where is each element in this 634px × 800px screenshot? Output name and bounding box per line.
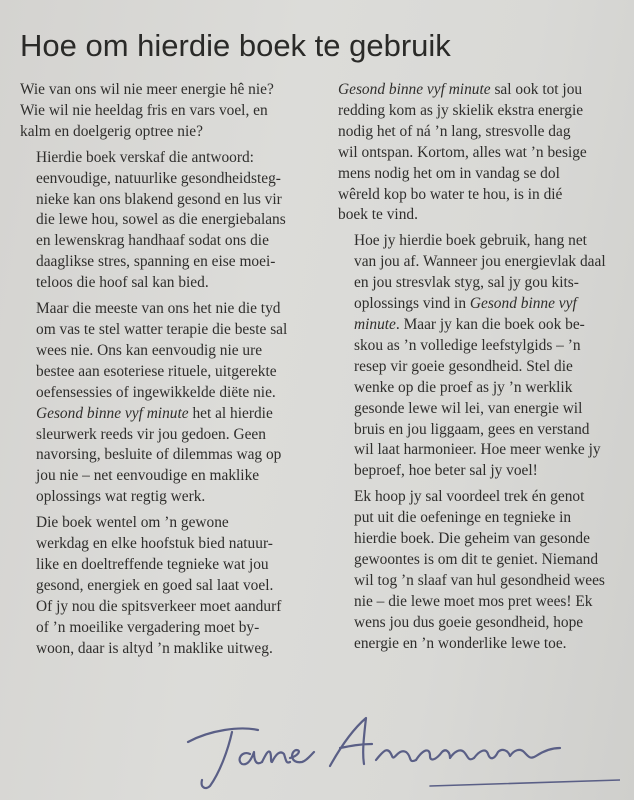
text-line: wenke op die proef as jy ’n werklik xyxy=(354,378,573,396)
text-line xyxy=(338,294,628,315)
text-line: oefensessies of ingewikkelde diëte nie. xyxy=(36,383,276,401)
text-line: wil ontspan. Kortom, alles wat ’n besige xyxy=(338,143,587,161)
text-line: sleurwerk reeds vir jou gedoen. Geen xyxy=(36,425,266,443)
text-line: daaglikse stres, spanning en eise moei- xyxy=(36,253,276,271)
text-line: bestee aan esoteriese rituele, uitgerekte xyxy=(36,362,277,380)
text-line: Wie wil nie heeldag fris en vars voel, en xyxy=(20,101,268,119)
text-line: teloos die hoof sal kan bied. xyxy=(36,274,209,292)
text-line: hierdie boek. Die geheim van gesonde xyxy=(354,530,590,548)
text-line: nieke kan ons blakend gesond en lus vir xyxy=(36,190,282,208)
text-line: boek te vind. xyxy=(338,206,418,224)
text-line: Die boek wentel om ’n gewone xyxy=(36,514,229,532)
right-column xyxy=(338,80,628,659)
text-line: nie – die lewe moet mos pret wees! Ek xyxy=(354,592,593,610)
text-line: en jou stresvlak styg, sal jy gou kits- xyxy=(354,274,579,292)
text-line: woon, daar is altyd ’n maklike uitweg. xyxy=(36,639,273,657)
text-line xyxy=(20,404,326,425)
text-line: Ek hoop jy sal voordeel trek én genot xyxy=(354,488,585,506)
paragraph xyxy=(20,513,326,659)
page-title: Hoe om hierdie boek te gebruik xyxy=(20,28,451,63)
book-title-italic: Gesond binne vyf minute xyxy=(338,81,491,98)
text-line: kalm en doelgerig optree nie? xyxy=(20,122,203,140)
paragraph xyxy=(338,231,628,482)
text-line xyxy=(338,80,628,101)
text-line: jou nie – net eenvoudige en maklike xyxy=(36,467,260,485)
text-line: put uit die oefeninge en tegnieke in xyxy=(354,509,572,527)
text-line: skou as ’n volledige leefstylgids – ’n xyxy=(354,336,581,354)
text-line: like en doeltreffende tegnieke wat jou xyxy=(36,555,269,573)
text-line: wil tog ’n slaaf van hul gesondheid wees xyxy=(354,571,605,589)
text-line: resep vir goeie gesondheid. Stel die xyxy=(354,357,573,375)
text-line: Of jy nou die spitsverkeer moet aandurf xyxy=(36,597,282,615)
text-line xyxy=(338,315,628,336)
text-fragment: . Maar jy kan die boek ook be- xyxy=(395,315,585,333)
paragraph xyxy=(20,80,326,143)
text-line: wêreld kop bo water te hou, is in dié xyxy=(338,185,563,203)
author-signature xyxy=(180,690,620,790)
paragraph xyxy=(338,80,628,226)
text-line: werkdag en elke hoofstuk bied natuur- xyxy=(36,535,273,553)
text-line: en lewenskrag handhaaf sodat ons die xyxy=(36,232,269,250)
text-line: om vas te stel watter terapie die beste sal xyxy=(36,320,288,338)
text-line: gewoontes is om dit te geniet. Niemand xyxy=(354,550,599,568)
paragraph xyxy=(20,148,326,294)
paragraph xyxy=(20,299,326,508)
text-line: Wie van ons wil nie meer energie hê nie? xyxy=(20,81,274,98)
text-line: gesonde lewe wil lei, van energie wil xyxy=(354,399,583,417)
text-line: beproef, hoe beter sal jy voel! xyxy=(354,462,538,480)
text-line: wens jou dus goeie gesondheid, hope xyxy=(354,613,584,631)
text-line: redding kom as jy skielik ekstra energie xyxy=(338,101,584,119)
signature-strokes xyxy=(188,718,620,788)
text-line: eenvoudige, natuurlike gesondheidsteg- xyxy=(36,169,281,187)
text-line: die lewe hou, sowel as die energiebalans xyxy=(36,211,286,229)
text-line: nodig het of ná ’n lang, stresvolle dag xyxy=(338,122,571,140)
left-column xyxy=(20,80,326,664)
text-line: gesond, energiek en goed sal laat voel. xyxy=(36,576,274,594)
text-line: wil laat harmonieer. Hoe meer wenke jy xyxy=(354,441,601,459)
text-line: energie en ’n wonderlike lewe toe. xyxy=(354,634,567,652)
text-line: van jou af. Wanneer jou energievlak daal xyxy=(354,253,606,271)
text-line: navorsing, besluite of dilemmas wag op xyxy=(36,446,282,464)
book-title-italic: Gesond binne vyf xyxy=(469,295,577,313)
text-fragment: sal ook tot jou xyxy=(490,81,583,98)
paragraph xyxy=(338,487,628,654)
text-fragment: het al hierdie xyxy=(188,404,273,422)
text-fragment: oplossings vind in xyxy=(354,295,470,313)
text-line: bruis en jou liggaam, gees en verstand xyxy=(354,420,590,438)
text-line: oplossings wat regtig werk. xyxy=(36,488,206,506)
text-line: mens nodig het om in vandag se dol xyxy=(338,164,560,182)
text-line: wees nie. Ons kan eenvoudig nie ure xyxy=(36,341,263,359)
book-title-italic: Gesond binne vyf minute xyxy=(36,404,189,422)
text-line: Hierdie boek verskaf die antwoord: xyxy=(36,148,254,166)
text-line: Maar die meeste van ons het nie die tyd xyxy=(36,300,281,318)
text-line: Hoe jy hierdie boek gebruik, hang net xyxy=(354,232,587,250)
book-title-italic: minute xyxy=(354,315,396,333)
text-line: of ’n moeilike vergadering moet by- xyxy=(36,618,260,636)
